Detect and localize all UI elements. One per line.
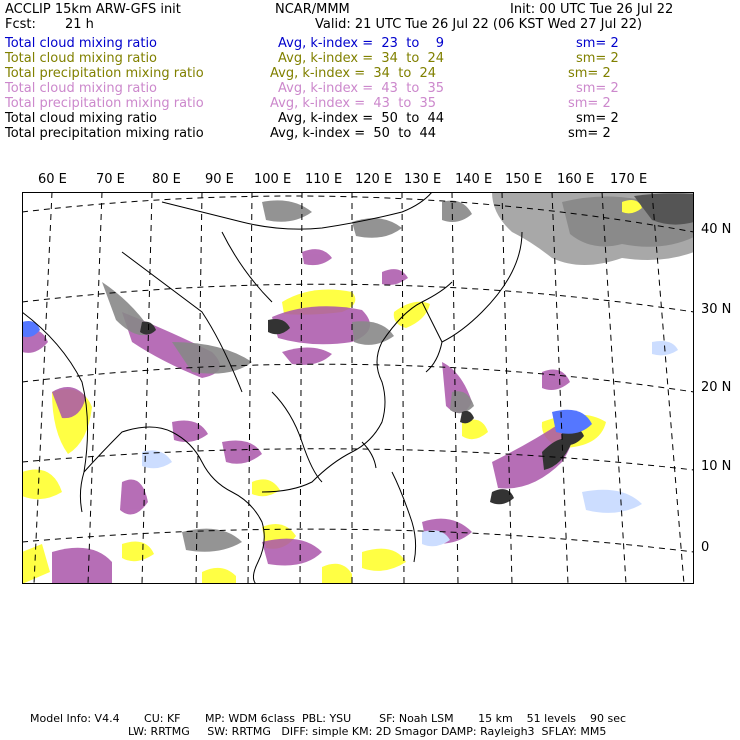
legend-item-avg: Avg, k-index = 23 to 9 (278, 36, 445, 51)
valid-time: Valid: 21 UTC Tue 26 Jul 22 (06 KST Wed 27 Jul 22) (315, 17, 643, 32)
lat-label: 40 N (701, 222, 732, 237)
legend-item-avg: Avg, k-index = 50 to 44 (270, 126, 437, 141)
legend-item-avg: Avg, k-index = 34 to 24 (278, 51, 445, 66)
legend-item-sm: sm= 2 (568, 66, 611, 81)
lat-label: 20 N (701, 380, 732, 395)
legend-item-sm: sm= 2 (568, 126, 611, 141)
legend-item-name: Total precipitation mixing ratio (5, 66, 204, 81)
fcst-value: 21 h (65, 17, 94, 32)
lat-label: 0 (701, 540, 710, 555)
legend-item-name: Total cloud mixing ratio (5, 36, 158, 51)
legend-item-sm: sm= 2 (576, 111, 619, 126)
org-label: NCAR/MMM (275, 2, 350, 17)
lon-label: 140 E (455, 172, 493, 187)
lon-label: 80 E (152, 172, 181, 187)
legend-item-name: Total cloud mixing ratio (5, 81, 158, 96)
legend-item-name: Total precipitation mixing ratio (5, 126, 204, 141)
legend-item-name: Total precipitation mixing ratio (5, 96, 204, 111)
model-title: ACCLIP 15km ARW-GFS init (5, 2, 181, 17)
lon-label: 130 E (404, 172, 442, 187)
lon-label: 60 E (38, 172, 67, 187)
legend-item-sm: sm= 2 (576, 81, 619, 96)
lon-label: 100 E (254, 172, 292, 187)
lat-label: 30 N (701, 302, 732, 317)
fcst-label: Fcst: (5, 17, 36, 32)
lon-label: 90 E (205, 172, 234, 187)
lon-label: 120 E (355, 172, 393, 187)
legend-item-avg: Avg, k-index = 50 to 44 (278, 111, 445, 126)
lon-label: 110 E (305, 172, 343, 187)
legend-item-sm: sm= 2 (568, 96, 611, 111)
lon-label: 160 E (557, 172, 595, 187)
weather-map (22, 192, 694, 584)
lat-label: 10 N (701, 459, 732, 474)
lon-label: 170 E (610, 172, 648, 187)
footer-model-info: Model Info: V4.4 CU: KF MP: WDM 6class PBL: YSU SF: Noah LSM 15 km 51 levels 90 sec (30, 712, 627, 725)
legend-item-name: Total cloud mixing ratio (5, 111, 158, 126)
legend-item-name: Total cloud mixing ratio (5, 51, 158, 66)
legend-item-avg: Avg, k-index = 43 to 35 (278, 81, 445, 96)
legend-item-sm: sm= 2 (576, 36, 619, 51)
legend-item-avg: Avg, k-index = 34 to 24 (270, 66, 437, 81)
lon-label: 150 E (505, 172, 543, 187)
legend-item-avg: Avg, k-index = 43 to 35 (270, 96, 437, 111)
footer-physics-info: LW: RRTMG SW: RRTMG DIFF: simple KM: 2D Smagor DAMP: Rayleigh3 SFLAY: MM5 (128, 725, 607, 738)
init-time: Init: 00 UTC Tue 26 Jul 22 (510, 2, 674, 17)
legend-item-sm: sm= 2 (576, 51, 619, 66)
lon-label: 70 E (96, 172, 125, 187)
